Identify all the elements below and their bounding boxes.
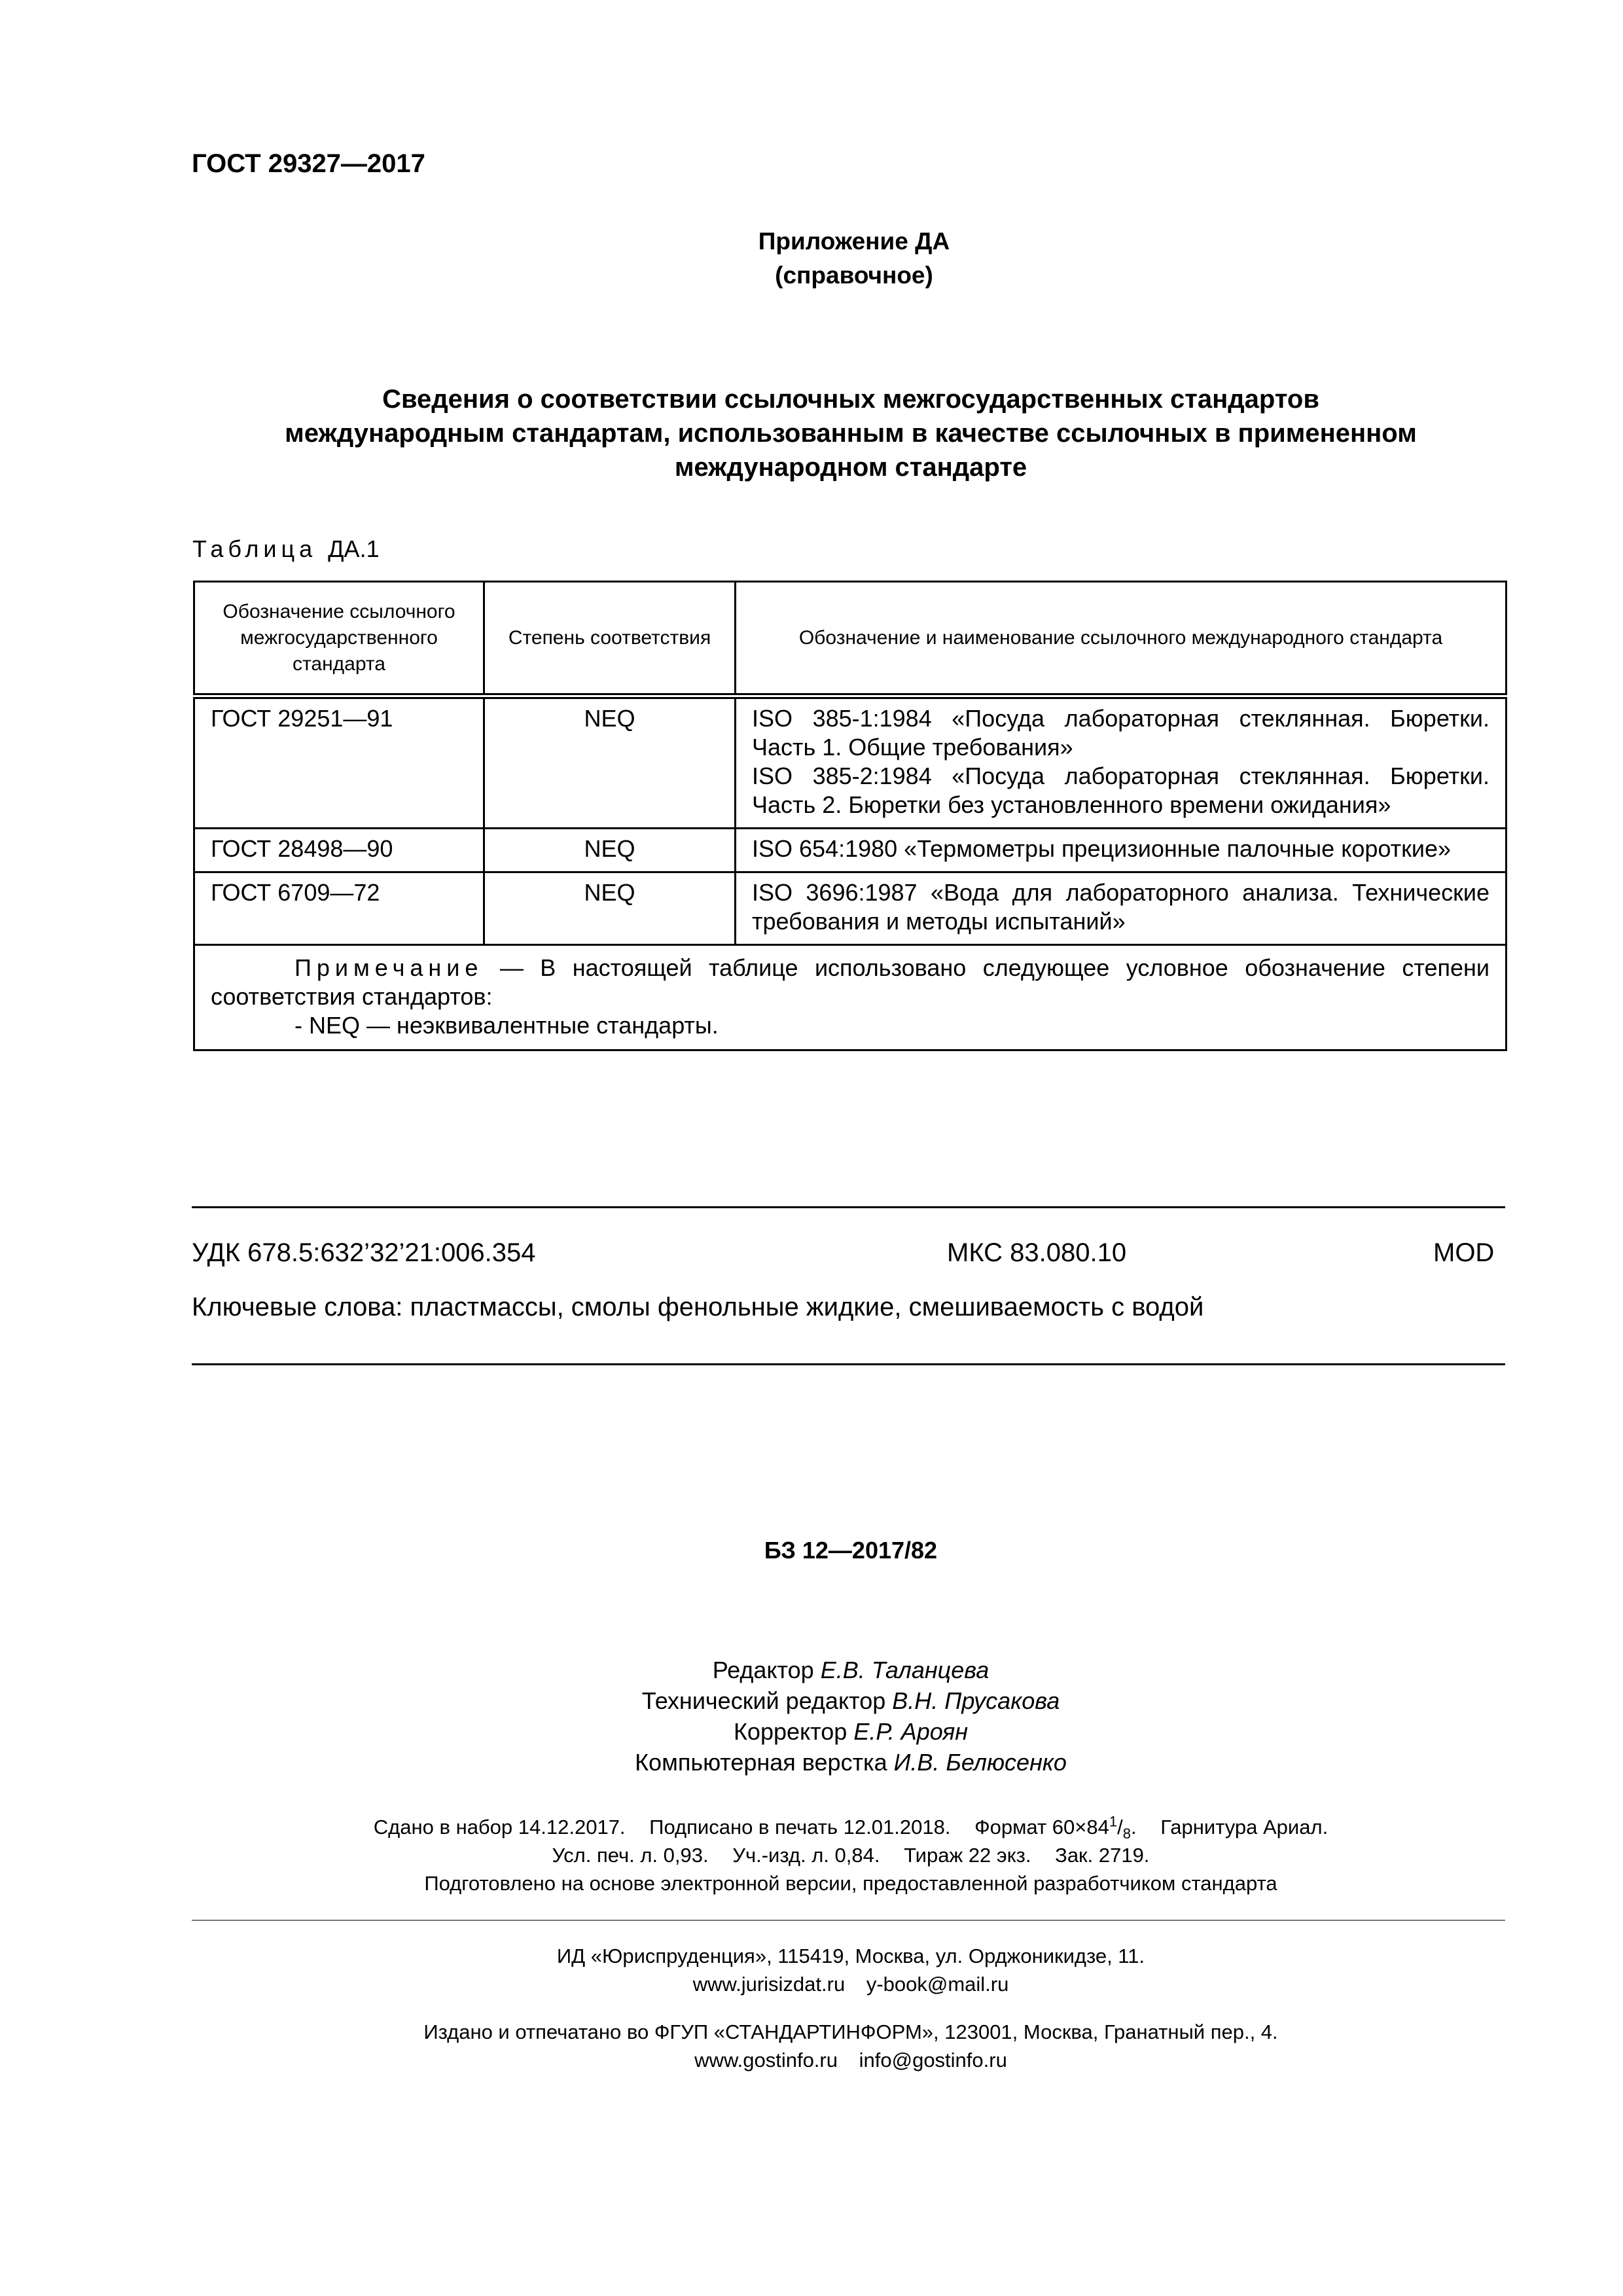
- annex-heading: [0, 224, 1623, 293]
- table-note-row: [194, 945, 1507, 1050]
- main-title-line-3: международном стандарте: [674, 453, 1027, 482]
- table-row: [194, 696, 1507, 829]
- publisher-address: ИД «Юриспруденция», 115419, Москва, ул. Орджоникидзе, 11.: [556, 1945, 1145, 1967]
- sent-date: Сдано в набор 14.12.2017.: [373, 1816, 626, 1839]
- main-title-line-2: международным стандартам, использованным в качестве ссылочных в примененном: [285, 419, 1417, 448]
- print-sheets: Усл. печ. л. 0,93.: [552, 1844, 709, 1867]
- annex-type: (справочное): [775, 262, 933, 289]
- publisher-sheets: Уч.-изд. л. 0,84.: [732, 1844, 880, 1867]
- intl-standard-entry: ISO 385-1:1984 «Посуда лабораторная стеклянная. Бюретки. Часть 1. Общие требования»: [752, 705, 1489, 761]
- table-note: [194, 945, 1507, 1050]
- credit-proofreader: Корректор Е.Р. Ароян: [733, 1718, 969, 1745]
- header-degree: Степень соответствия: [484, 582, 736, 696]
- main-title-line-1: Сведения о соответствии ссылочных межгосударственных стандартов: [382, 385, 1319, 414]
- order-number: Зак. 2719.: [1055, 1844, 1150, 1867]
- print-run: Тираж 22 экз.: [904, 1844, 1031, 1867]
- imprint-block: [0, 1942, 1623, 2074]
- publisher-contacts: [0, 1970, 1623, 1998]
- printer-site[interactable]: www.gostinfo.ru: [694, 2049, 838, 2072]
- divider-bottom: [192, 1363, 1505, 1365]
- intl-standard-entry: ISO 654:1980 «Термометры прецизионные палочные короткие»: [752, 835, 1452, 862]
- modification-code: MOD: [1433, 1238, 1495, 1267]
- cell-gost: ГОСТ 28498—90: [194, 829, 484, 872]
- cell-degree: NEQ: [484, 829, 736, 872]
- cell-degree: NEQ: [484, 872, 736, 945]
- intl-standard-entry: ISO 385-2:1984 «Посуда лабораторная стеклянная. Бюретки. Часть 2. Бюретки без установленного времени ожидания»: [752, 762, 1489, 818]
- table-row: [194, 872, 1507, 945]
- signed-date: Подписано в печать 12.01.2018.: [649, 1816, 951, 1839]
- printer-address: Издано и отпечатано во ФГУП «СТАНДАРТИНФОРМ», 123001, Москва, Гранатный пер., 4.: [423, 2020, 1278, 2043]
- header-international-standard: Обозначение и наименование ссылочного международного стандарта: [736, 582, 1507, 696]
- divider-top: [192, 1206, 1505, 1208]
- correspondence-table: [193, 581, 1507, 1051]
- typeface: Гарнитура Ариал.: [1160, 1816, 1329, 1839]
- table-caption-number: ДА.1: [328, 535, 380, 562]
- printer-mail[interactable]: info@gostinfo.ru: [859, 2049, 1007, 2072]
- publisher-mail[interactable]: y-book@mail.ru: [866, 1973, 1009, 1996]
- bz-number: БЗ 12—2017/82: [764, 1537, 938, 1564]
- printer-contacts: [0, 2046, 1623, 2074]
- note-item: - NEQ — неэквивалентные стандарты.: [294, 1012, 719, 1039]
- divider-imprint: [192, 1920, 1505, 1921]
- table-caption: [192, 535, 380, 563]
- publication-line-2: [0, 1841, 1623, 1869]
- publisher-site[interactable]: www.jurisizdat.ru: [692, 1973, 846, 1996]
- note-label: Примечание: [294, 954, 484, 981]
- credits-block: [0, 1655, 1623, 1778]
- annex-main-title: [196, 382, 1505, 484]
- table-caption-word: Таблица: [192, 535, 317, 562]
- credit-layout: Компьютерная верстка И.В. Белюсенко: [635, 1749, 1067, 1776]
- mks-code: МКС 83.080.10: [947, 1238, 1127, 1267]
- credit-editor: Редактор Е.В. Таланцева: [712, 1657, 990, 1683]
- cell-gost: ГОСТ 6709—72: [194, 872, 484, 945]
- cell-international: [736, 696, 1507, 829]
- publication-line-1: [0, 1813, 1623, 1841]
- cell-degree: NEQ: [484, 696, 736, 829]
- note-text: — В настоящей таблице использовано следующее условное обозначение степени соответствия стандартов:: [211, 954, 1489, 1010]
- intl-standard-entry: ISO 3696:1987 «Вода для лабораторного анализа. Технические требования и методы испытаний»: [752, 879, 1489, 935]
- annex-title: Приложение ДА: [758, 228, 950, 255]
- prepared-note: Подготовлено на основе электронной версии, предоставленной разработчиком стандарта: [424, 1872, 1277, 1895]
- cell-international: [736, 872, 1507, 945]
- publication-details: [0, 1813, 1623, 1897]
- table-header-row: [194, 582, 1507, 696]
- header-gost-designation: Обозначение ссылочного межгосударственного стандарта: [194, 582, 484, 696]
- keywords: Ключевые слова: пластмассы, смолы фенольные жидкие, смешиваемость с водой: [192, 1293, 1204, 1321]
- cell-gost: ГОСТ 29251—91: [194, 696, 484, 829]
- udk-code: УДК 678.5:632’32’21:006.354: [192, 1238, 536, 1267]
- cell-international: [736, 829, 1507, 872]
- credit-technical-editor: Технический редактор В.Н. Прусакова: [641, 1687, 1060, 1714]
- table-row: [194, 829, 1507, 872]
- paper-format: Формат $60\times 84^1/_8$.: [974, 1813, 1137, 1842]
- document-number: ГОСТ 29327—2017: [192, 149, 425, 178]
